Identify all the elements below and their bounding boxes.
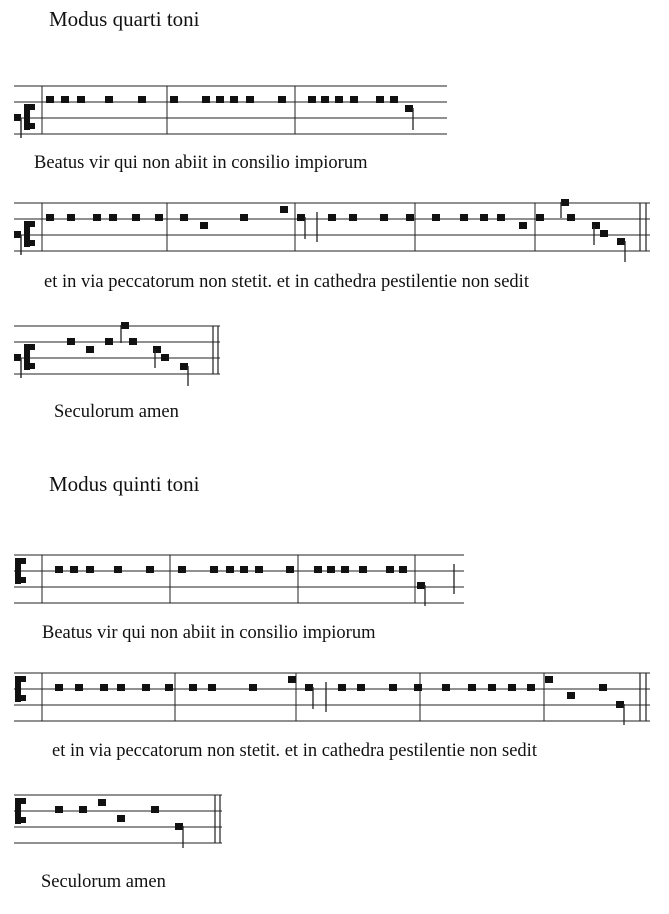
c-clef-icon xyxy=(14,221,35,255)
final-barline xyxy=(213,326,218,374)
c-clef-icon xyxy=(15,798,26,824)
staff-lines xyxy=(14,203,650,251)
lyric-line: et in via peccatorum non stetit. et in cathedra pestilentie non sedit xyxy=(44,272,529,292)
barlines xyxy=(42,673,544,721)
section-title: Modus quinti toni xyxy=(49,472,200,496)
barlines xyxy=(42,555,415,603)
staff-lines xyxy=(14,795,222,843)
final-barline xyxy=(640,673,646,721)
barlines xyxy=(42,86,295,134)
lyric-line: et in via peccatorum non stetit. et in cathedra pestilentie non sedit xyxy=(52,741,537,761)
staff-lines xyxy=(14,86,447,134)
section-title: Modus quarti toni xyxy=(49,7,200,31)
neumes xyxy=(46,96,413,130)
lyric-line: Beatus vir qui non abiit in consilio impiorum xyxy=(34,153,368,173)
final-barline xyxy=(215,795,220,843)
neumes xyxy=(55,799,183,848)
c-clef-icon xyxy=(15,558,26,584)
staff-lines xyxy=(14,555,464,603)
neumes xyxy=(55,564,454,606)
lyric-line: Seculorum amen xyxy=(41,872,166,892)
lyric-line: Beatus vir qui non abiit in consilio impiorum xyxy=(42,623,376,643)
neumes xyxy=(46,199,625,262)
c-clef-icon xyxy=(14,344,35,378)
c-clef-icon xyxy=(14,104,35,138)
final-barline xyxy=(640,203,646,251)
staff-lines xyxy=(14,326,220,374)
staff-lines xyxy=(14,673,650,721)
lyric-line: Seculorum amen xyxy=(54,402,179,422)
neumes xyxy=(67,322,188,386)
neumes xyxy=(55,676,624,725)
barlines xyxy=(42,203,535,251)
c-clef-icon xyxy=(15,676,26,702)
